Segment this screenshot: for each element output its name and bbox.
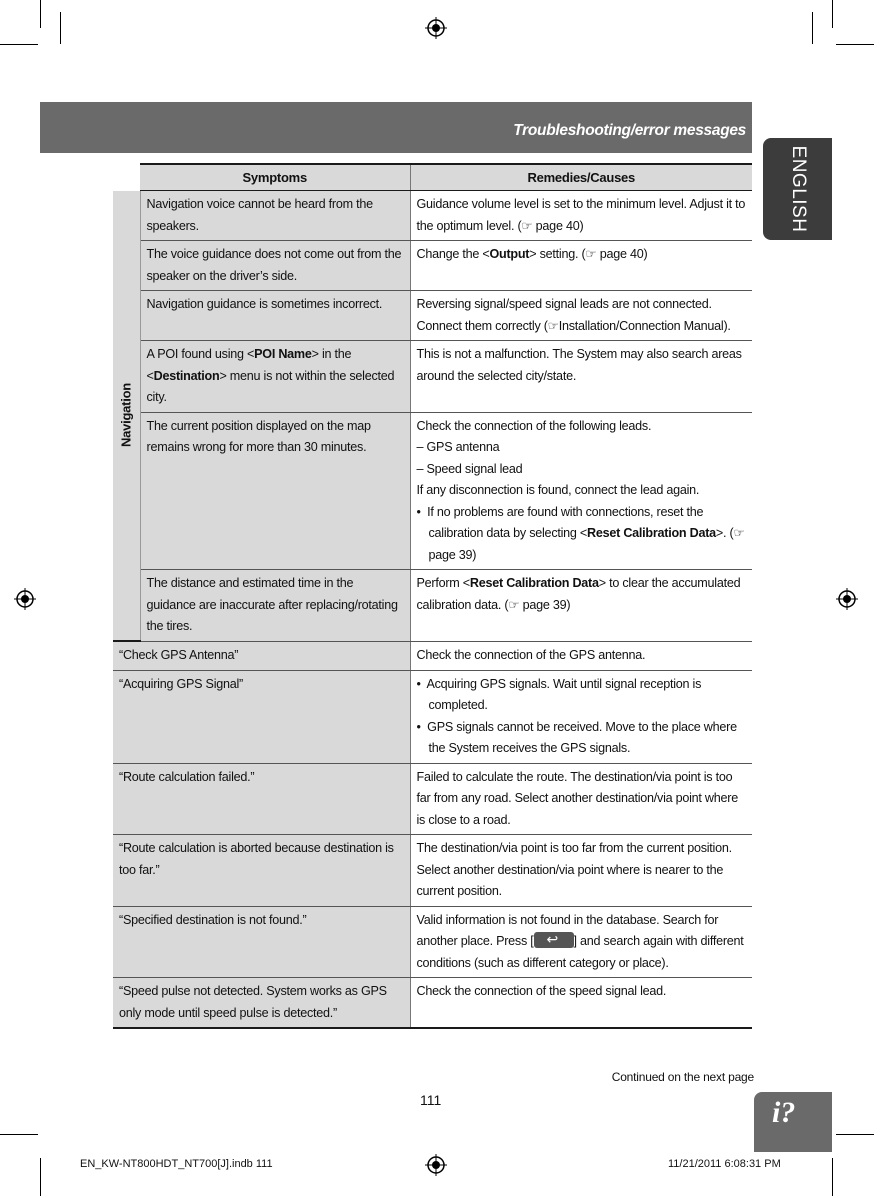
language-label: ENGLISH: [787, 145, 809, 233]
remedy-cell: This is not a malfunction. The System may also search areas around the selected city/state.: [410, 341, 752, 413]
symptom-cell: [140, 341, 410, 413]
table-row: [113, 191, 752, 241]
symptom-bold: POI Name: [254, 347, 312, 361]
table-row: [113, 570, 752, 642]
crop-mark: [836, 1134, 874, 1135]
symptom-cell: Navigation voice cannot be heard from the speakers.: [140, 191, 410, 241]
table-row: [113, 978, 752, 1029]
crop-mark: [0, 44, 38, 45]
table-row: [113, 341, 752, 413]
crop-mark: [836, 44, 874, 45]
remedy-cell: Failed to calculate the route. The destination/via point is too far from any road. Select another destination/via point where is close to a road.: [410, 763, 752, 835]
remedy-cell: Check the connection of the GPS antenna.: [410, 641, 752, 670]
info-tab: [754, 1092, 832, 1152]
page-number: 111: [420, 1092, 442, 1108]
registration-mark-icon: [425, 17, 447, 39]
info-tab-icon: i?: [772, 1096, 796, 1129]
table-row: [113, 241, 752, 291]
remedy-cell: [410, 412, 752, 570]
remedy-bullet: • If no problems are found with connections, reset the calibration data by selecting <Reset Calibration Data>. (☞ page 39): [416, 504, 745, 562]
crop-mark: [60, 12, 61, 44]
table-row: [113, 670, 752, 763]
message-cell: “Route calculation failed.”: [113, 763, 410, 835]
remedy-bold: Output: [489, 247, 530, 261]
remedy-cell: Guidance volume level is set to the minimum level. Adjust it to the optimum level. (☞ page 40): [410, 191, 752, 241]
symptom-cell: The current position displayed on the map remains wrong for more than 30 minutes.: [140, 412, 410, 570]
remedy-text: GPS signals cannot be received. Move to the place where the System receives the GPS signals.: [427, 719, 737, 755]
message-cell: “Check GPS Antenna”: [113, 641, 410, 670]
remedy-line: Check the connection of the following leads.: [416, 418, 652, 433]
crop-mark: [812, 12, 813, 44]
message-cell: “Acquiring GPS Signal”: [113, 670, 410, 763]
continued-note: Continued on the next page: [611, 1070, 754, 1084]
registration-mark-icon: [425, 1154, 447, 1176]
symptom-text: > menu is not within the selected city.: [146, 368, 395, 404]
crop-mark: [832, 1158, 833, 1196]
language-tab: [763, 138, 832, 240]
file-info: EN_KW-NT800HDT_NT700[J].indb 111: [80, 1158, 273, 1170]
table-row: [113, 835, 752, 907]
remedy-text: Acquiring GPS signals. Wait until signal reception is completed.: [426, 676, 702, 712]
remedy-line: If any disconnection is found, connect the lead again.: [416, 483, 700, 497]
section-title: Troubleshooting/error messages: [513, 122, 746, 139]
remedy-text: If no problems are found with connections, reset the calibration data by selecting <: [427, 504, 704, 540]
crop-mark: [40, 0, 41, 28]
troubleshooting-table: [113, 163, 752, 1029]
remedy-cell: Reversing signal/speed signal leads are not connected. Connect them correctly (☞Installation/Connection Manual).: [410, 291, 752, 341]
section-header: [40, 102, 752, 153]
remedy-bullet: • Acquiring GPS signals. Wait until signal reception is completed.: [416, 676, 702, 712]
category-cell: [113, 191, 140, 642]
remedy-text: > to clear the accumulated calibration data. (☞ page 39): [416, 576, 741, 612]
table-corner: [113, 164, 140, 191]
remedy-text: Perform <: [416, 576, 470, 590]
message-cell: “Speed pulse not detected. System works as GPS only mode until speed pulse is detected.”: [113, 978, 410, 1029]
symptom-text: A POI found using <: [146, 347, 255, 361]
symptom-cell: The distance and estimated time in the guidance are inaccurate after replacing/rotating the tires.: [140, 570, 410, 642]
back-button-icon: [534, 932, 574, 948]
remedy-line: – GPS antenna: [416, 440, 500, 454]
remedy-text: > setting. (☞ page 40): [529, 247, 648, 261]
crop-mark: [40, 1158, 41, 1196]
crop-mark: [0, 1134, 38, 1135]
registration-mark-icon: [836, 588, 858, 610]
print-timestamp: 11/21/2011 6:08:31 PM: [668, 1158, 781, 1170]
category-label: Navigation: [118, 383, 134, 448]
remedy-bullet: • GPS signals cannot be received. Move to the place where the System receives the GPS signals.: [416, 719, 737, 755]
remedy-text: Valid information is not found in the database. Search for another place. Press [: [416, 912, 719, 948]
remedy-text: >. (☞ page 39): [428, 526, 745, 562]
table-row: [113, 412, 752, 570]
remedy-text: ] and search again with different conditions (such as different category or place).: [416, 934, 744, 970]
remedy-text: Change the <: [416, 247, 490, 261]
message-cell: “Specified destination is not found.”: [113, 906, 410, 978]
remedy-line: – Speed signal lead: [416, 461, 523, 476]
table-row: [113, 763, 752, 835]
message-cell: “Route calculation is aborted because destination is too far.”: [113, 835, 410, 907]
remedy-cell: [410, 241, 752, 291]
remedy-bold: Reset Calibration Data: [587, 526, 716, 540]
remedy-cell: [410, 570, 752, 642]
table-row: [113, 641, 752, 670]
remedy-cell: [410, 670, 752, 763]
remedy-cell: The destination/via point is too far from the current position. Select another destination/via point where is nearer to the current position.: [410, 835, 752, 907]
remedy-bold: Reset Calibration Data: [469, 576, 599, 590]
registration-mark-icon: [14, 588, 36, 610]
symptom-cell: Navigation guidance is sometimes incorrect.: [140, 291, 410, 341]
symptom-bold: Destination: [153, 368, 220, 383]
symptom-cell: The voice guidance does not come out from the speaker on the driver’s side.: [140, 241, 410, 291]
table-row: [113, 291, 752, 341]
remedy-cell: Check the connection of the speed signal lead.: [410, 978, 752, 1029]
symptom-text: > in the <: [146, 347, 352, 383]
remedy-cell: [410, 906, 752, 978]
table-row: [113, 906, 752, 978]
crop-mark: [832, 0, 833, 28]
remedies-header: Remedies/Causes: [410, 164, 752, 191]
symptoms-header: Symptoms: [140, 164, 410, 191]
